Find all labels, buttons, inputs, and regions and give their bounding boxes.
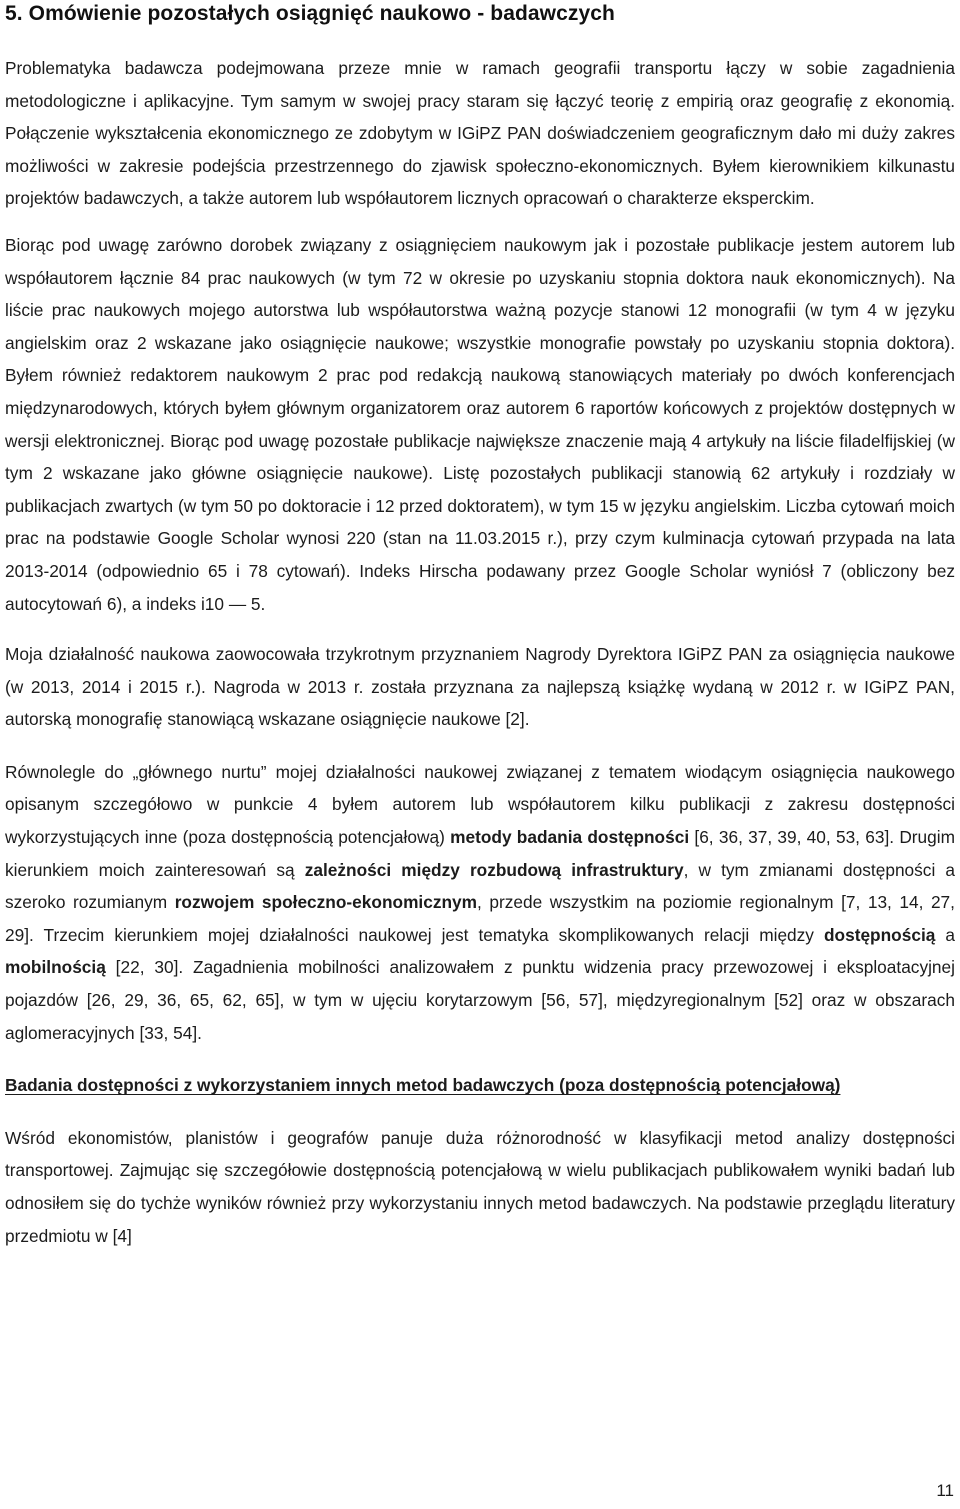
paragraph-research-directions — [5, 756, 955, 1049]
bold-term-mobility: mobilnością — [5, 957, 106, 978]
paragraph-methods: Wśród ekonomistów, planistów i geografów panuje duża różnorodność w klasyfikacji metod analizy dostępności transportowej. Zajmując się szczegółowie dostępnością potencjałową w wielu publikacjach publikowałem wyniki badań lub odnosiłem się do tychże wyników również przy wykorzystaniu innych metod badawczych. Na podstawie przeglądu literatury przedmiotu w [4] — [5, 1127, 955, 1246]
text-run: Równolegle do „głównego nurtu” mojej działalności naukowej związanej z tematem wiodącym osiągnięcia naukowego opisanym szczegółowo w punkcie 4 byłem autorem lub współautorem kilku publikacji z zakresu dostępności wykorzystujących inne (poza dostępnością potencjałową) — [5, 761, 955, 848]
text-run: , w tym zmianami dostępności a szeroko rozumianym — [5, 859, 955, 913]
text-run: , przede wszystkim na poziomie regionalnym [7, 13, 14, 27, 29]. Trzecim kierunkiem mojej działalności naukowej jest tematyka skomplikowanych relacji między — [5, 892, 955, 945]
paragraph-publications: Biorąc pod uwagę zarówno dorobek związany z osiągnięciem naukowym jak i pozostałe publikacje jestem autorem lub współautorem łącznie 84 prac naukowych (w tym 72 w okresie po uzyskaniu stopnia doktora nauk ekonomicznych). Na liście prac naukowych mojego autorstwa lub współautorstwa ważną pozycje stanowi 12 monografii (w tym 4 w języku angielskim oraz 2 wskazane jako osiągnięcie naukowe; wszystkie monografie powstały po uzyskaniu stopnia doktora). Byłem również redaktorem naukowym 2 prac pod redakcją naukową stanowiących materiały po dwóch konferencjach międzynarodowych, których byłem głównym organizatorem oraz autorem 6 raportów końcowych z projektów dostępnych w wersji elektronicznej. Biorąc pod uwagę pozostałe publikacje największe znaczenie mają 4 artykuły na liście filadelfijskiej (w tym 2 wskazane jako główne osiągnięcie naukowe). Listę pozostałych publikacji stanowią 62 artykuły i rozdziały w publikacjach zwartych (w tym 50 po doktoracie i 12 przed doktoratem), w tym 15 w języku angielskim. Liczba cytowań moich prac na podstawie Google Scholar wynosi 220 (stan na 11.03.2015 r.), przy czym kulminacja cytowań przypada na lata 2013-2014 (odpowiednio 65 i 78 cytowań). Indeks Hirscha podawany przez Google Scholar wyniósł 7 (obliczony bez autocytowań 6), a indeks i10 — 5. — [5, 234, 955, 614]
paragraph-awards: Moja działalność naukowa zaowocowała trzykrotnym przyznaniem Nagrody Dyrektora IGiPZ PAN za osiągnięcia naukowe (w 2013, 2014 i 2015 r.). Nagroda w 2013 r. została przyznana za najlepszą książkę wydaną w 2012 r. w IGiPZ PAN, autorską monografię stanowiącą wskazane osiągnięcie naukowe [2]. — [5, 644, 955, 730]
bold-term-accessibility-methods: metody badania dostępności — [450, 827, 690, 848]
subsection-heading: Badania dostępności z wykorzystaniem innych metod badawczych (poza dostępnością potencjałową) — [5, 1075, 841, 1096]
text-run: [22, 30]. Zagadnienia mobilności analizowałem z punktu widzenia pracy przewozowej i eksploatacyjnej pojazdów [26, 29, 36, 65, 62, 65], w tym w ujęciu korytarzowym [56, 57], międzyregionalnym [52] oraz w obszarach aglomeracyjnych [33, 54]. — [5, 957, 955, 1043]
page-number: 11 — [936, 1481, 954, 1500]
text-run: [6, 36, 37, 39, 40, 53, 63]. Drugim kierunkiem moich zainteresowań są — [5, 827, 956, 880]
bold-term-socio-economic: rozwojem społeczno-ekonomicznym — [174, 892, 478, 913]
section-heading: 5. Omówienie pozostałych osiągnięć naukowo - badawczych — [5, 2, 615, 25]
bold-term-accessibility: dostępnością — [823, 924, 936, 945]
paragraph-intro: Problematyka badawcza podejmowana przeze mnie w ramach geografii transportu łączy w sobie zagadnienia metodologiczne i aplikacyjne. Tym samym w swojej pracy staram się łączyć teorię z empirią oraz geografię z ekonomią. Połączenie wykształcenia ekonomicznego ze zdobytym w IGiPZ PAN doświadczeniem geograficznym dało mi duży zakres możliwości w zakresie podejścia przestrzennego do zjawisk społeczno-ekonomicznych. Byłem kierownikiem kilkunastu projektów badawczych, a także autorem lub współautorem licznych opracowań o charakterze eksperckim. — [5, 58, 955, 209]
bold-term-infrastructure: zależności między rozbudową infrastruktury — [304, 859, 684, 880]
text-run: a — [935, 924, 955, 945]
